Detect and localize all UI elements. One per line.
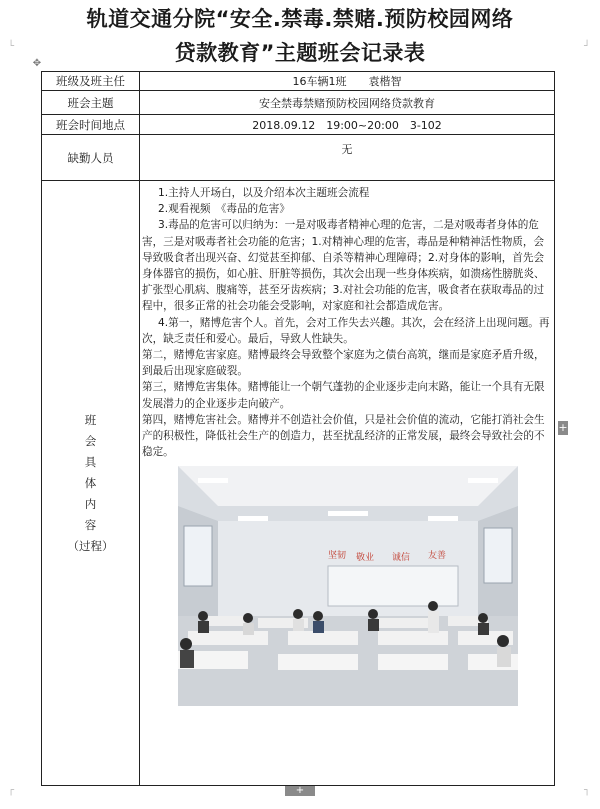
table-row-theme: [42, 91, 554, 115]
table-move-handle-icon[interactable]: ✥: [32, 58, 42, 69]
table-row-content: [42, 181, 554, 785]
content-paragraph: 4.第一，赌博危害个人。首先，会对工作失去兴趣。其次，会在经济上出现问题。再次，缺乏责任和爱心。最后，导致人性缺失。: [142, 316, 550, 345]
table-row-time: [42, 115, 554, 135]
content-label-char: 体: [84, 475, 97, 490]
teacher-label: 班级及班主任: [42, 72, 140, 90]
absent-label: 缺勤人员: [42, 135, 140, 180]
content-body: [142, 185, 552, 712]
absent-value: 无: [341, 143, 353, 156]
content-paragraph: 3.毒品的危害可以归纳为：一是对吸毒者精神心理的危害，二是对吸毒者身体的危害，三是对吸毒者社会功能的危害；1.对精神心理的危害，毒品是种精神活性物质，会导致吸食者出现兴奋、幻觉甚至抑郁、自杀等精神心理障碍；2.对身体的影响，首先会身体器官的损伤，如心脏、肝脏等损伤，其次会出现一些身体疾病，如溃疡性膀胱炎、扩张型心肌病、腹痛等，甚至牙齿疾病；3.对社会功能的危害，吸食者在获取毒品的过程中，很多正常的社会功能会受影响，对家庭和社会都造成危害。: [142, 219, 545, 313]
add-row-icon[interactable]: +: [285, 786, 315, 796]
corner-mark-icon: └: [8, 41, 15, 52]
theme-value: 安全禁毒禁赌预防校园网络贷款教育: [259, 96, 435, 110]
content-label: [42, 181, 140, 785]
table-row-absent: [42, 135, 554, 181]
content-label-char: 内: [84, 496, 97, 511]
theme-label: 班会主题: [42, 91, 140, 114]
banner-word: 友善: [428, 551, 447, 562]
teacher-value: 16车辆1班 袁楷智: [292, 75, 402, 88]
content-paragraph: 第四，赌博危害社会。赌博并不创造社会价值，只是社会价值的流动，它能打消社会生产的积极性，降低社会生产的创造力，甚至扰乱经济的正常发展，最终会导致社会的不稳定。: [142, 413, 545, 459]
content-paragraph: 1.主持人开场白，以及介绍本次主题班会流程: [158, 187, 370, 199]
time-label: 班会时间地点: [42, 115, 140, 134]
content-label-sub: （过程）: [67, 538, 114, 553]
corner-mark-icon: ┘: [584, 41, 591, 52]
record-table: [41, 71, 555, 786]
time-value: 2018.09.12 19:00~20:00 3-102: [252, 118, 442, 132]
banner-word: 坚韧: [328, 551, 347, 562]
banner-word: 敬业: [356, 553, 375, 564]
content-paragraph: 2.观看视频 《毒品的危害》: [158, 203, 290, 216]
content-paragraph: 第二，赌博危害家庭。赌博最终会导致整个家庭为之债台高筑，继而是家庭矛盾升级，到最后出现家庭破裂。: [142, 349, 545, 378]
table-row-teacher: [42, 72, 554, 91]
content-label-char: 具: [84, 454, 97, 469]
classroom-photo: [178, 466, 518, 706]
content-paragraph: 第三，赌博危害集体。赌博能让一个朝气蓬勃的企业逐步走向末路，能让一个具有无限发展潜力的企业逐步走向破产。: [142, 381, 545, 410]
content-label-char: 班: [84, 412, 97, 427]
content-label-char: 会: [84, 433, 97, 448]
add-column-icon[interactable]: +: [558, 421, 568, 434]
banner-word: 诚信: [392, 553, 411, 564]
content-label-char: 容: [84, 517, 97, 532]
document-title: [0, 2, 600, 70]
corner-mark-icon: ┐: [584, 785, 591, 796]
title-line-2: 贷款教育”主题班会记录表: [174, 41, 426, 65]
corner-mark-icon: ┌: [8, 785, 15, 796]
title-line-1: 轨道交通分院“安全.禁毒.禁赌.预防校园网络: [86, 7, 514, 31]
